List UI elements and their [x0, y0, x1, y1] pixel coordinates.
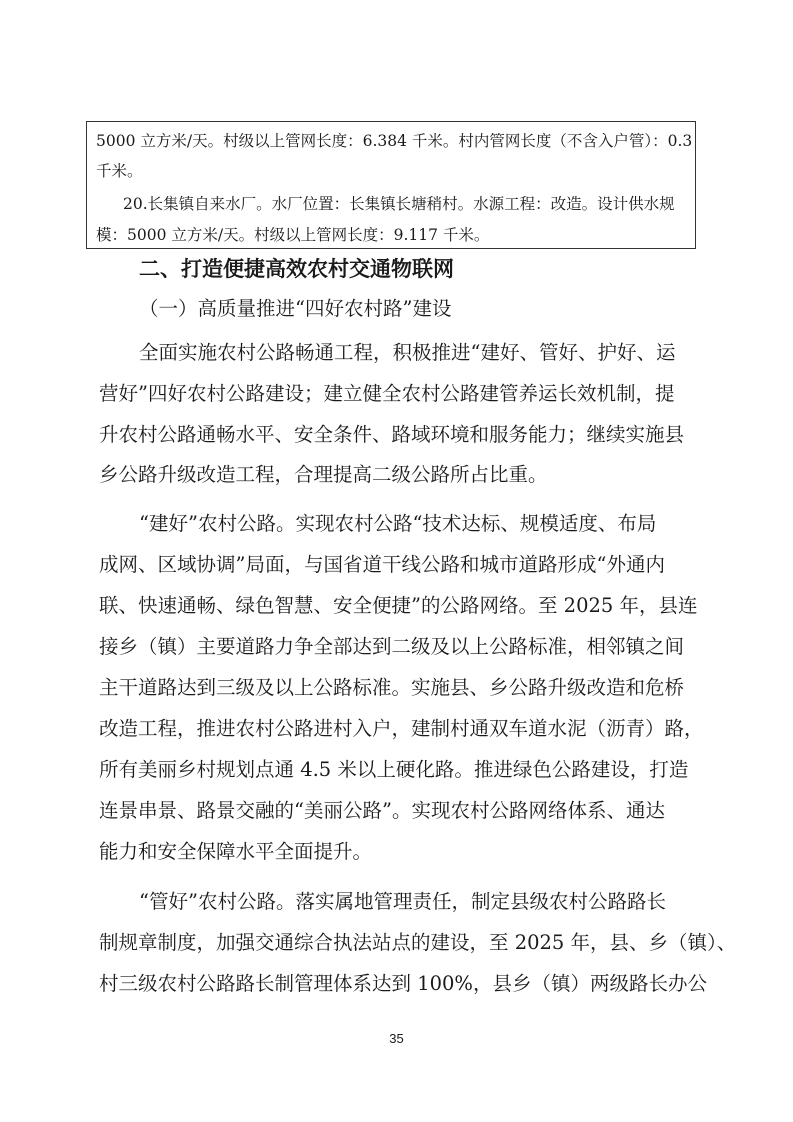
paragraph-line: 营好”四好农村公路建设；建立健全农村公路建管养运长效机制，提 — [99, 382, 675, 405]
paragraph-line: “管好”农村公路。落实属地管理责任，制定县级农村公路路长 — [139, 890, 666, 913]
paragraph-line: 所有美丽乡村规划点通 4.5 米以上硬化路。推进绿色公路建设，打造 — [99, 758, 689, 781]
section-heading: 二、打造便捷高效农村交通物联网 — [139, 257, 454, 281]
page-number: 35 — [389, 1031, 404, 1046]
paragraph-line: 改造工程，推进农村公路进村入户，建制村通双车道水泥（沥青）路， — [99, 717, 704, 740]
subsection-heading: （一）高质量推进“四好农村路”建设 — [139, 297, 452, 320]
paragraph-line: 乡公路升级改造工程，合理提高二级公路所占比重。 — [99, 463, 548, 486]
paragraph-line: 接乡（镇）主要道路力争全部达到二级及以上公路标准，相邻镇之间 — [99, 635, 685, 658]
paragraph-line: 能力和安全保障水平全面提升。 — [99, 840, 373, 863]
paragraph-line: 全面实施农村公路畅通工程，积极推进“建好、管好、护好、运 — [139, 341, 676, 364]
paragraph-line: 联、快速通畅、绿色智慧、安全便捷”的公路网络。至 2025 年，县连 — [99, 594, 698, 617]
paragraph-line: 连景串景、路景交融的“美丽公路”。实现农村公路网络体系、通达 — [99, 799, 665, 822]
paragraph-line: 升农村公路通畅水平、安全条件、路域环境和服务能力；继续实施县 — [99, 423, 685, 446]
boxed-note — [86, 121, 696, 249]
paragraph-line: 村三级农村公路路长制管理体系达到 100%，县乡（镇）两级路长办公 — [99, 972, 707, 995]
box-note-line: 20.长集镇自来水厂。水厂位置：长集镇长塘稍村。水源工程：改造。设计供水规 — [123, 195, 675, 213]
box-note-line: 千米。 — [96, 162, 143, 180]
paragraph-line: 制规章制度，加强交通综合执法站点的建设，至 2025 年，县、乡（镇）、 — [99, 931, 737, 954]
paragraph-line: 主干道路达到三级及以上公路标准。实施县、乡公路升级改造和危桥 — [99, 676, 685, 699]
paragraph-line: “建好”农村公路。实现农村公路“技术达标、规模适度、布局 — [139, 512, 657, 535]
box-note-line: 5000 立方米/天。村级以上管网长度：6.384 千米。村内管网长度（不含入户管）：0.3 — [96, 132, 693, 150]
box-note-line: 模：5000 立方米/天。村级以上管网长度：9.117 千米。 — [96, 226, 490, 244]
paragraph-line: 成网、区域协调”局面，与国省道干线公路和城市道路形成“外通内 — [99, 553, 665, 576]
